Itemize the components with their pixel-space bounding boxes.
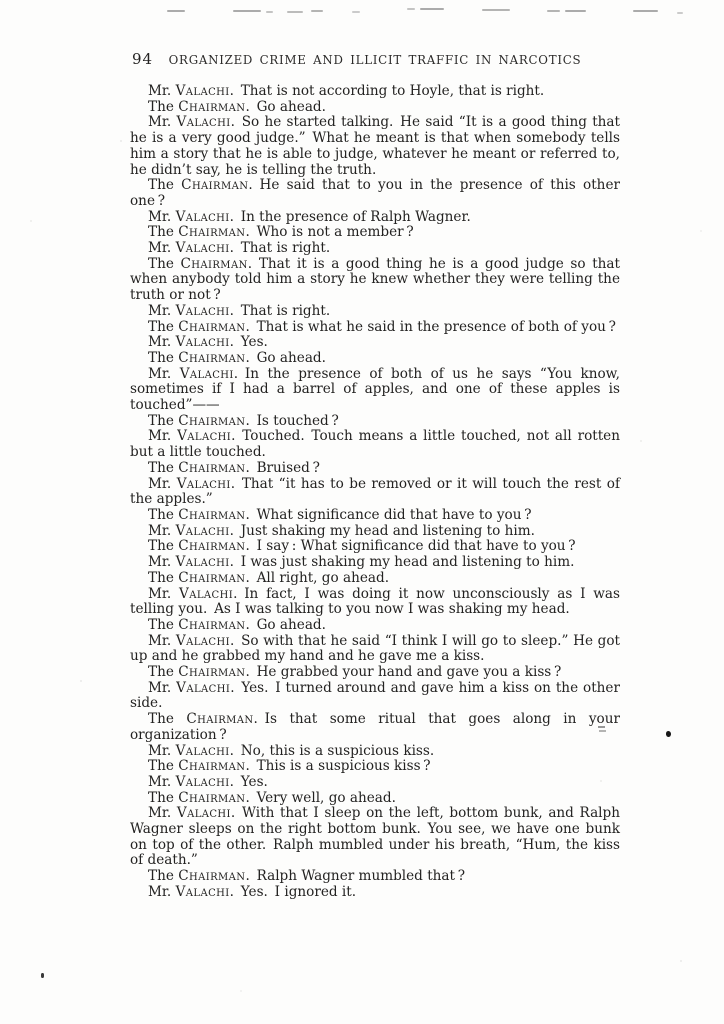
speaker-name: Chairman — [178, 569, 246, 586]
speaker-label: Mr. Valachi. — [148, 585, 238, 602]
speaker-label: Mr. Valachi. — [148, 428, 236, 445]
speaker-label: The Chairman. — [148, 224, 250, 241]
speaker-name: Chairman — [178, 538, 246, 555]
transcript-paragraph: Mr. Valachi. That is not according to Hoyle, that is right. — [148, 83, 545, 99]
speaker-name: Chairman — [178, 318, 246, 335]
speaker-label: The Chairman. — [148, 459, 250, 476]
speaker-label: Mr. Valachi. — [148, 632, 235, 649]
scan-dash — [407, 8, 415, 10]
speaker-label: Mr. Valachi. — [148, 883, 234, 900]
transcript-paragraph: Mr. Valachi. That is right. — [148, 240, 331, 257]
speaker-name: Valachi — [176, 679, 231, 696]
speaker-name: Valachi — [175, 554, 230, 571]
scan-dash — [547, 10, 560, 12]
transcript-paragraph: The Chairman. Go ahead. — [148, 98, 326, 115]
transcript-paragraph: Mr. Valachi. That is right. — [148, 302, 331, 319]
speaker-name: Valachi — [179, 585, 234, 602]
transcript-paragraph: Mr. Valachi. So he started talking. He said “It is a good thing that he is a very good judge.” What he meant is that when somebody tells him a story that he is able to judge, whatever he meant or referred to, he didn’t say, he is telling the truth. — [130, 114, 620, 178]
speaker-name: Valachi — [176, 805, 231, 822]
speaker-name: Valachi — [175, 773, 230, 790]
transcript-paragraph: The Chairman. Very well, go ahead. — [148, 789, 396, 806]
speaker-name: Chairman — [178, 506, 246, 523]
transcript-paragraph: Mr. Valachi. With that I sleep on the left, bottom bunk, and Ralph Wagner sleeps on the right bottom bunk. You see, we have one bunk on top of the other. Ralph mumbled under his breath, “Hum, the kiss of death.” — [130, 805, 620, 869]
speaker-name: Valachi — [175, 83, 230, 99]
speaker-label: The Chairman. — [148, 664, 250, 681]
speaker-label: The Chairman. — [148, 538, 250, 555]
speaker-name: Chairman — [178, 412, 246, 429]
speaker-name: Chairman — [178, 616, 246, 633]
transcript-paragraph: Mr. Valachi. I was just shaking my head and listening to him. — [148, 554, 575, 571]
speaker-name: Chairman — [181, 177, 249, 194]
transcript-paragraph: The Chairman. This is a suspicious kiss ? — [148, 758, 431, 775]
scan-dash — [266, 11, 273, 13]
scan-dash — [287, 11, 303, 13]
speaker-name: Valachi — [179, 365, 234, 382]
transcript-paragraph: The Chairman. All right, go ahead. — [148, 569, 390, 586]
transcript-paragraph: Mr. Valachi. Touched. Touch means a little touched, not all rotten but a little touched. — [130, 428, 620, 461]
speaker-label: Mr. Valachi. — [148, 773, 234, 790]
speaker-label: Mr. Valachi. — [148, 805, 236, 822]
transcript-paragraph: The Chairman. He grabbed your hand and gave you a kiss ? — [148, 664, 562, 681]
speaker-label: The Chairman. — [148, 506, 250, 523]
speaker-label: The Chairman. — [148, 758, 250, 775]
speaker-label: Mr. Valachi. — [148, 742, 234, 759]
transcript-paragraph: The Chairman. Who is not a member ? — [148, 224, 414, 241]
speaker-label: Mr. Valachi. — [148, 334, 234, 351]
transcript-paragraph: Mr. Valachi. In the presence of Ralph Wagner. — [148, 208, 471, 225]
running-title: ORGANIZED CRIME AND ILLICIT TRAFFIC IN NARCOTICS — [168, 53, 582, 67]
speaker-name: Chairman — [178, 664, 246, 681]
speaker-label: Mr. Valachi. — [148, 522, 234, 539]
speaker-name: Valachi — [177, 428, 232, 445]
speaker-label: The Chairman. — [148, 412, 250, 429]
speaker-name: Valachi — [175, 334, 230, 351]
speaker-label: The Chairman. — [148, 569, 250, 586]
speaker-name: Valachi — [175, 302, 230, 319]
speaker-label: The Chairman. — [148, 177, 253, 194]
transcript-paragraph: The Chairman. Is that some ritual that goes along in your organization ? — [130, 711, 620, 743]
speaker-label: Mr. Valachi. — [148, 83, 234, 99]
speaker-name: Valachi — [176, 114, 231, 131]
transcript-paragraph: The Chairman. Bruised ? — [148, 459, 320, 476]
ink-speck — [666, 731, 671, 737]
speaker-label: Mr. Valachi. — [148, 475, 236, 492]
scan-dash — [311, 10, 323, 12]
transcript-paragraph: The Chairman. That is what he said in the presence of both of you ? — [148, 318, 616, 335]
speaker-label: Mr. Valachi. — [148, 114, 235, 131]
speaker-name: Chairman — [178, 98, 246, 115]
speaker-name: Chairman — [178, 758, 246, 775]
speaker-label: The Chairman. — [148, 868, 250, 885]
speaker-label: The Chairman. — [148, 349, 250, 366]
transcript-paragraph: Mr. Valachi. Yes. — [148, 334, 268, 351]
transcript-paragraph: Mr. Valachi. Yes. I turned around and gave him a kiss on the other side. — [130, 679, 620, 712]
transcript-paragraph: Mr. Valachi. Yes. — [148, 773, 268, 790]
ink-speck — [41, 973, 44, 978]
scan-dash — [482, 9, 510, 11]
speaker-label: The Chairman. — [148, 255, 253, 272]
speaker-label: The Chairman. — [148, 98, 250, 115]
speaker-name: Chairman — [178, 868, 246, 885]
speaker-label: Mr. Valachi. — [148, 679, 235, 696]
speaker-label: Mr. Valachi. — [148, 365, 239, 382]
transcript-paragraph: The Chairman. I say : What significance did that have to you ? — [148, 538, 576, 555]
transcript-paragraph: Mr. Valachi. So with that he said “I think I will go to sleep.” He got up and he grabbed my hand and he gave me a kiss. — [130, 632, 620, 665]
transcript-paragraph: The Chairman. Is touched ? — [148, 412, 339, 429]
scan-dash — [677, 12, 683, 14]
speaker-label: The Chairman. — [148, 616, 250, 633]
speaker-label: Mr. Valachi. — [148, 208, 234, 225]
speaker-label: The Chairman. — [148, 711, 258, 728]
speaker-name: Chairman — [186, 711, 254, 728]
transcript-paragraph: The Chairman. He said that to you in the presence of this other one ? — [130, 177, 620, 209]
transcript-body — [130, 84, 620, 901]
transcript-paragraph: The Chairman. Go ahead. — [148, 616, 326, 633]
transcript-paragraph: The Chairman. Ralph Wagner mumbled that ? — [148, 868, 465, 885]
speaker-name: Valachi — [175, 742, 230, 759]
speaker-name: Chairman — [178, 224, 246, 241]
scan-dash — [565, 10, 586, 12]
scan-dash — [167, 10, 185, 12]
transcript-paragraph: The Chairman. That it is a good thing he is a good judge so that when anybody told him a story he knew whether they were telling the truth or not ? — [130, 255, 620, 304]
transcript-paragraph: Mr. Valachi. Yes. I ignored it. — [148, 883, 357, 900]
scan-dash — [352, 11, 360, 13]
speaker-name: Valachi — [175, 883, 230, 900]
speaker-label: Mr. Valachi. — [148, 302, 234, 319]
speaker-label: The Chairman. — [148, 789, 250, 806]
transcript-paragraph: Mr. Valachi. In fact, I was doing it now unconsciously as I was telling you. As I was talking to you now I was shaking my head. — [130, 585, 620, 618]
page-number: 94 — [132, 50, 154, 68]
speaker-name: Valachi — [175, 208, 230, 225]
transcript-paragraph: Mr. Valachi. No, this is a suspicious kiss. — [148, 742, 435, 759]
scan-dash — [233, 10, 261, 12]
speaker-name: Valachi — [175, 632, 230, 649]
transcript-paragraph: Mr. Valachi. In the presence of both of us he says “You know, sometimes if I had a barrel of apples, and one of these apples is touched”—— — [130, 365, 620, 414]
transcript-paragraph: Mr. Valachi. Just shaking my head and listening to him. — [148, 522, 535, 539]
speaker-label: Mr. Valachi. — [148, 554, 234, 571]
speaker-label: Mr. Valachi. — [148, 240, 234, 257]
scan-dash — [420, 8, 444, 10]
transcript-paragraph: The Chairman. What significance did that have to you ? — [148, 506, 532, 523]
speaker-label: The Chairman. — [148, 318, 250, 335]
speaker-name: Chairman — [178, 459, 246, 476]
speaker-name: Chairman — [180, 255, 248, 272]
scan-dash — [633, 10, 658, 12]
speaker-name: Valachi — [175, 522, 230, 539]
transcript-paragraph: The Chairman. Go ahead. — [148, 349, 326, 366]
speaker-name: Chairman — [178, 789, 246, 806]
speaker-name: Chairman — [178, 349, 246, 366]
paper-noise — [120, 140, 122, 142]
speaker-name: Valachi — [176, 475, 231, 492]
transcript-paragraph: Mr. Valachi. That “it has to be removed or it will touch the rest of the apples.” — [130, 475, 620, 508]
speaker-name: Valachi — [175, 240, 230, 257]
